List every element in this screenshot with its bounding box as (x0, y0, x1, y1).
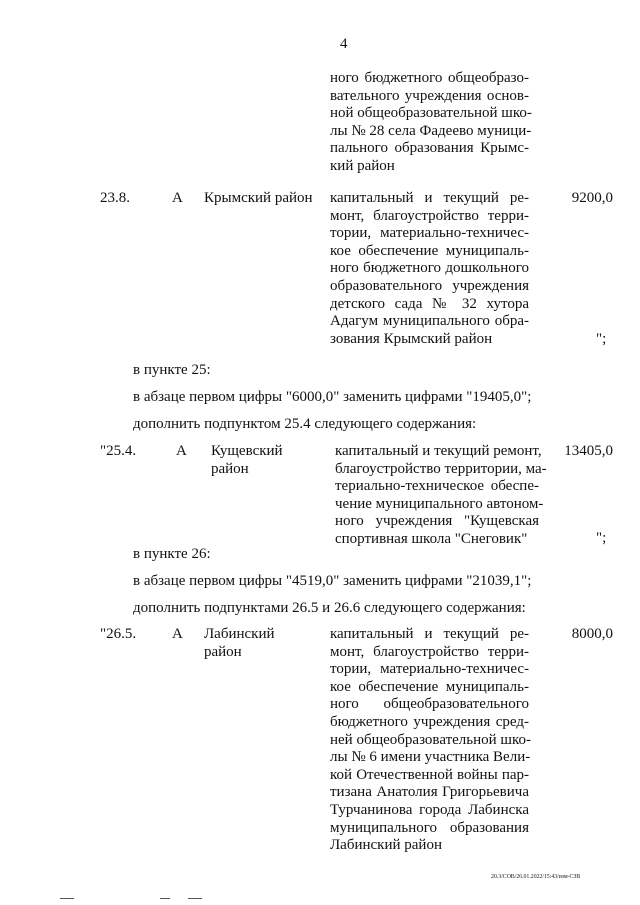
text-line: спортивная школа "Снеговик" (335, 530, 528, 547)
text-line: благоустройство территории, ма- (335, 460, 547, 477)
text-line: монт, благоустройство терри- (330, 643, 529, 660)
row-number: "25.4. (100, 443, 137, 459)
closing-quote: "; (596, 331, 607, 347)
row-amount: 9200,0 (571, 190, 613, 206)
paragraph-line: в пункте 25: (133, 362, 211, 378)
page-number: 4 (340, 36, 348, 52)
text-line: зования Крымский район (330, 330, 493, 347)
scan-mark (188, 898, 202, 899)
paragraph-line: в пункте 26: (133, 546, 211, 562)
paragraph-line: дополнить подпунктом 25.4 следующего содержания: (133, 416, 477, 432)
text-line: ного бюджетного общеобразо- (330, 70, 529, 86)
text-line: кий район (330, 157, 395, 174)
row-district (211, 443, 283, 478)
text-line: вательного учреждения основ- (330, 87, 529, 104)
text-line: ней общеобразовательной шко- (330, 731, 531, 748)
text-line: образовательного учреждения (330, 277, 529, 294)
paragraph-line: в абзаце первом цифры "6000,0" заменить цифрами "19405,0"; (133, 389, 532, 405)
text-line: капитальный и текущий ре- (330, 626, 529, 642)
text-line: Турчанинова города Лабинска (330, 801, 529, 818)
row-description (335, 443, 547, 549)
district-line: район (211, 460, 249, 477)
scan-mark (160, 898, 170, 899)
text-line: бюджетного учреждения сред- (330, 713, 529, 730)
row-letter: А (172, 190, 183, 206)
text-line: тизана Анатолия Григорьевича (330, 784, 529, 801)
text-line: тории, материально-техничес- (330, 661, 529, 678)
row-number: 23.8. (100, 190, 130, 206)
row-letter: А (176, 443, 187, 459)
text-line: лы № 6 имени участника Вели- (330, 749, 531, 766)
text-line: чение муниципального автоном- (335, 495, 544, 512)
text-line: монт, благоустройство терри- (330, 207, 529, 224)
text-line: ного учреждения "Кущевская (335, 513, 539, 530)
scan-mark (60, 898, 74, 899)
text-line: капитальный и текущий ремонт, (335, 443, 542, 459)
district-line: район (204, 643, 242, 660)
footer-code: 20.3/СОВ/26.01.2022/15:43/изм-СЗВ (491, 874, 581, 880)
row-district (204, 626, 275, 661)
top-continuation-text (330, 70, 532, 176)
text-line: кое обеспечение муниципаль- (330, 242, 529, 259)
text-line: ной общеобразовательной шко- (330, 105, 532, 122)
district-line: Лабинский (204, 626, 275, 642)
text-line: кой Отечественной войны пар- (330, 766, 529, 783)
row-number: "26.5. (100, 626, 137, 642)
row-amount: 13405,0 (564, 443, 613, 459)
text-line: кое обеспечение муниципаль- (330, 678, 529, 695)
text-line: пального образования Крымс- (330, 140, 529, 157)
text-line: тории, материально-техничес- (330, 225, 529, 242)
text-line: териально-техническое обеспе- (335, 478, 539, 495)
text-line: Адагум муниципального обра- (330, 313, 529, 330)
row-letter: А (172, 626, 183, 642)
row-amount: 8000,0 (571, 626, 613, 642)
district-line: Крымский район (204, 190, 313, 206)
text-line: детского сада № 32 хутора (330, 295, 529, 312)
text-line: ного бюджетного дошкольного (330, 260, 529, 277)
district-line: Кущевский (211, 443, 283, 459)
paragraph-line: дополнить подпунктами 26.5 и 26.6 следующего содержания: (133, 600, 526, 616)
row-description (330, 626, 529, 855)
row-description (330, 190, 529, 348)
text-line: Лабинский район (330, 837, 442, 854)
text-line: капитальный и текущий ре- (330, 190, 529, 206)
text-line: муниципального образования (330, 819, 529, 836)
text-line: лы № 28 села Фадеево муници- (330, 122, 532, 139)
closing-quote: "; (596, 530, 607, 546)
text-line: ного общеобразовательного (330, 696, 529, 713)
row-district (204, 190, 313, 208)
paragraph-line: в абзаце первом цифры "4519,0" заменить цифрами "21039,1"; (133, 573, 532, 589)
